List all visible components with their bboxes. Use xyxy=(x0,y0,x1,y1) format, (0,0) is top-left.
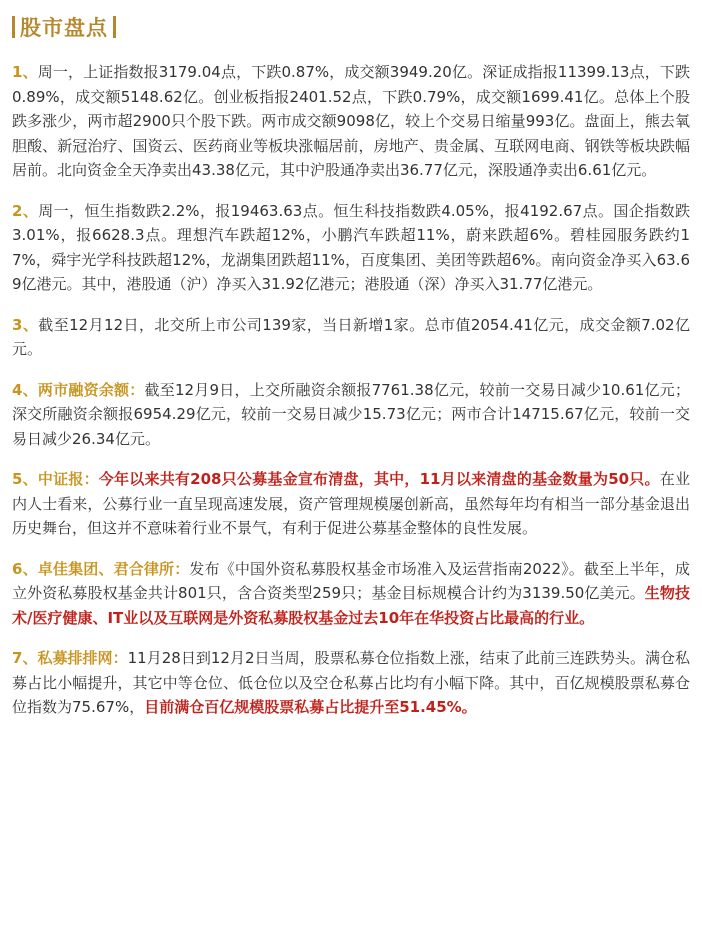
item-highlight: 生物技术/医疗健康、IT业以及互联网是外资私募股权基金过去10年在华投资占比最高的行业。 xyxy=(12,584,690,627)
item-source: 两市融资余额： xyxy=(37,380,145,399)
news-item-5 xyxy=(12,467,690,541)
item-highlight: 目前满仓百亿规模股票私募占比提升至51.45%。 xyxy=(144,698,477,716)
item-number: 3、 xyxy=(12,315,39,334)
item-number: 4、 xyxy=(12,380,38,399)
title-bar-left xyxy=(12,16,15,38)
item-number: 2、 xyxy=(12,201,39,220)
section-title: 股市盘点 xyxy=(20,16,108,40)
item-text: 发布《中国外资私募股权基金市场准入及运营指南2022》。截至上半年，成立外资私募股权基金共计801只，含合资类型259只；基金目标规模合计约为3139.50亿美元。 xyxy=(12,559,690,602)
item-text: 截至12月9日，上交所融资余额报7761.38亿元，较前一交易日减少10.61亿元；深交所融资余额报6954.29亿元，较前一交易日减少15.73亿元；两市合计14715.67亿元，较前一交易日减少26.34亿元。 xyxy=(12,380,690,448)
item-highlight: 今年以来共有208只公募基金宣布清盘，其中，11月以来清盘的基金数量为50只。 xyxy=(98,470,660,488)
item-text: 截至12月12日，北交所上市公司139家，当日新增1家。总市值2054.41亿元，成交金额7.02亿元。 xyxy=(12,315,691,358)
item-source: 中证报： xyxy=(37,470,99,488)
item-number: 7、 xyxy=(12,649,38,667)
news-item-4 xyxy=(12,378,690,452)
section-header xyxy=(12,10,690,44)
news-item-7 xyxy=(12,646,690,720)
news-item-6 xyxy=(12,557,690,631)
news-item-1 xyxy=(12,60,690,183)
item-text-tail: 在业内人士看来，公募行业一直呈现高速发展，资产管理规模屡创新高，虽然每年均有相当一部分基金退出历史舞台，但这并不意味着行业不景气，有利于促进公募基金整体的良性发展。 xyxy=(12,470,690,537)
item-number: 5、 xyxy=(12,470,38,488)
title-bar-right xyxy=(113,16,116,38)
news-item-3 xyxy=(12,313,690,362)
item-text: 周一，上证指数报3179.04点，下跌0.87%，成交额3949.20亿。深证成指报11399.13点，下跌0.89%，成交额5148.62亿。创业板指报2401.52点，下跌0.79%，成交额1699.41亿。总体上个股跌多涨少，两市超2900只个股下跌。两市成交额9098亿，较上个交易日缩量993亿。盘面上，熊去氧胆酸、新冠治疗、国资云、医药商业等板块涨幅居前，房地产、贵金属、互联网电商、钢铁等板块跌幅居前。北向资金全天净卖出43.38亿元，其中沪股通净卖出36.77亿元，深股通净卖出6.61亿元。 xyxy=(12,63,691,179)
item-text: 11月28日到12月2日当周，股票私募仓位指数上涨，结束了此前三连跌势头。满仓私募占比小幅提升，其它中等仓位、低仓位以及空仓私募占比均有小幅下降。其中，百亿规模股票私募仓位指数为75.67%， xyxy=(12,649,691,716)
item-source: 卓佳集团、君合律所： xyxy=(37,559,190,578)
item-source: 私募排排网： xyxy=(37,649,128,667)
item-number: 6、 xyxy=(12,559,38,578)
item-number: 1、 xyxy=(12,63,38,81)
news-item-2 xyxy=(12,199,690,297)
item-text: 周一，恒生指数跌2.2%，报19463.63点。恒生科技指数跌4.05%，报4192.67点。国企指数跌3.01%，报6628.3点。理想汽车跌超12%，小鹏汽车跌超11%，蔚来跌超6%。碧桂园服务跌约17%，舜宇光学科技跌超12%，龙湖集团跌超11%，百度集团、美团等跌超6%。南向资金净买入63.69亿港元。其中，港股通（沪）净买入31.92亿港元；港股通（深）净买入31.77亿港元。 xyxy=(12,201,691,293)
